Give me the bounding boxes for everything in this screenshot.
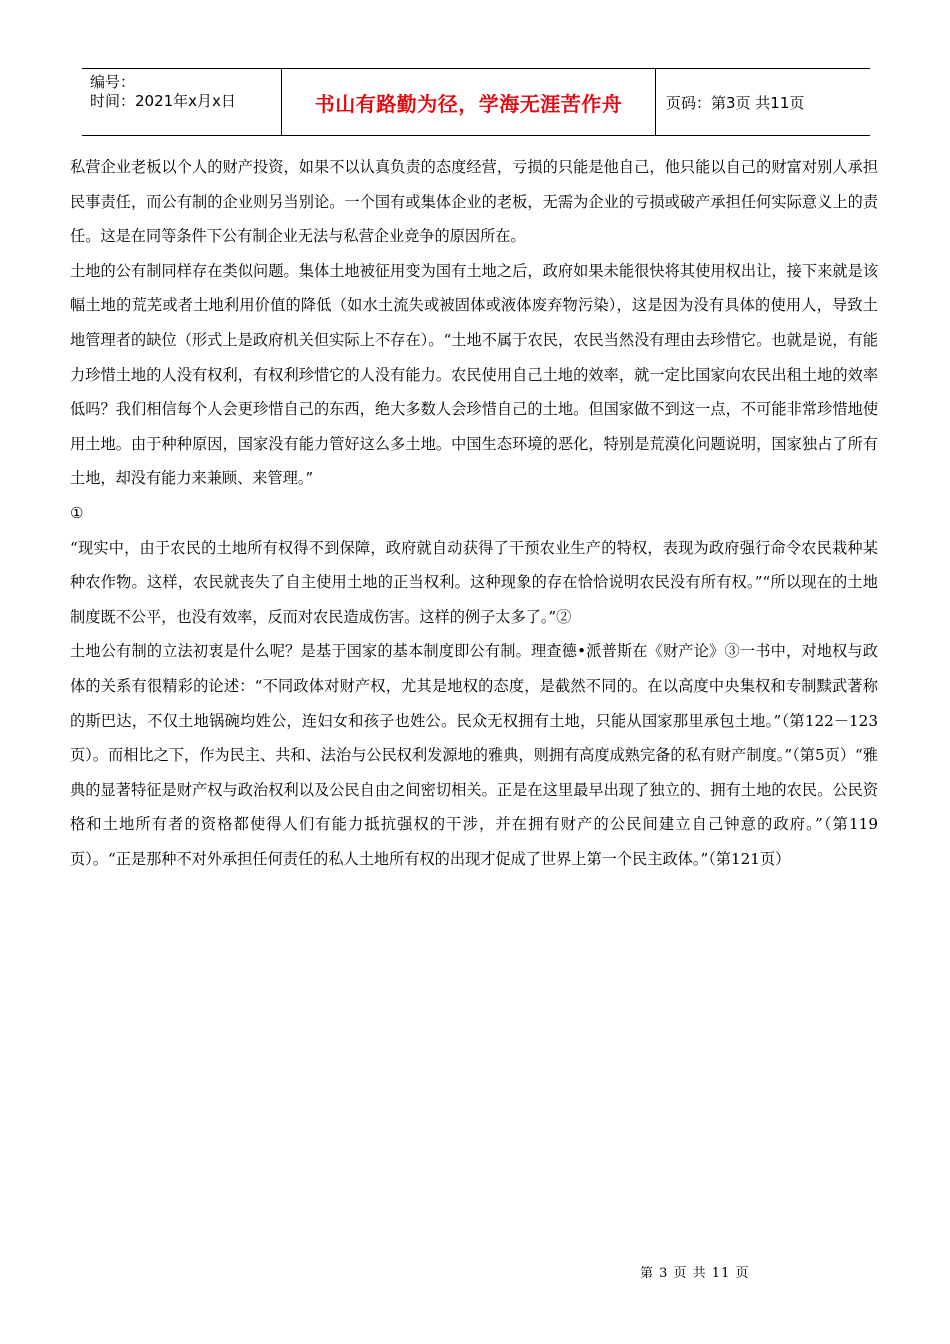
- code-label: 编号：: [90, 73, 136, 91]
- paragraph-1: 私营企业老板以个人的财产投资，如果不以认真负责的态度经营，亏损的只能是他自己，他只能以自己的财富对别人承担民事责任，而公有制的企业则另当别论。一个国有或集体企业的老板，无需为企业的亏损或破产承担任何实际意义上的责任。这是在同等条件下公有制企业无法与私营企业竞争的原因所在。: [70, 158, 878, 246]
- paragraph-4: 土地公有制的立法初衷是什么呢？是基于国家的基本制度即公有制。理查德•派普斯在《财产论》③一书中，对地权与政体的关系有很精彩的论述：“不同政体对财产权，尤其是地权的态度，是截然不同的。在以高度中央集权和专制黩武著称的斯巴达，不仅土地锅碗均姓公，连妇女和孩子也姓公。民众无权拥有土地，只能从国家那里承包土地。”（第122－123页）。而相比之下，作为民主、共和、法治与公民权利发源地的雅典，则拥有高度成熟完备的私有财产制度。”（第5页）“雅典的显著特征是财产权与政治权利以及公民自由之间密切相关。正是在这里最早出现了独立的、拥有土地的农民。公民资格和土地所有者的资格都使得人们有能力抵抗强权的干涉，并在拥有财产的公民间建立自己钟意的政府。”（第119页）。“正是那种不对外承担任何责任的私人土地所有权的出现才促成了世界上第一个民主政体。”（第121页）: [70, 642, 878, 868]
- paragraph-2: 土地的公有制同样存在类似问题。集体土地被征用变为国有土地之后，政府如果未能很快将其使用权出让，接下来就是该幅土地的荒芜或者土地利用价值的降低（如水土流失或被固体或液体废弃物污染），这是因为没有具体的使用人，导致土地管理者的缺位（形式上是政府机关但实际上不存在）。“土地不属于农民，农民当然没有理由去珍惜它。也就是说，有能力珍惜土地的人没有权利，有权利珍惜它的人没有能力。农民使用自己土地的效率，就一定比国家向农民出租土地的效率低吗？我们相信每个人会更珍惜自己的东西，绝大多数人会珍惜自己的土地。但国家做不到这一点，不可能非常珍惜地使用土地。由于种种原因，国家没有能力管好这么多土地。中国生态环境的恶化，特别是荒漠化问题说明，国家独占了所有土地，却没有能力来兼顾、来管理。”: [70, 261, 878, 488]
- date-line: 时间：2021年x月x日: [90, 92, 236, 110]
- page-header: [82, 68, 870, 136]
- header-meta-cell: [82, 69, 282, 135]
- footnote-marker-1: ①: [70, 503, 84, 522]
- page-footer: 第 3 页 共 11 页: [640, 1266, 750, 1281]
- document-body: [70, 150, 878, 876]
- header-page-info: 页码：第3页 共11页: [666, 93, 805, 112]
- header-motto: 书山有路勤为径，学海无涯苦作舟: [282, 69, 656, 135]
- paragraph-3: “现实中，由于农民的土地所有权得不到保障，政府就自动获得了干预农业生产的特权，表现为政府强行命令农民栽种某种农作物。这样，农民就丧失了自主使用土地的正当权利。这种现象的存在恰恰说明农民没有所有权。”“所以现在的土地制度既不公平，也没有效率，反而对农民造成伤害。这样的例子太多了。”②: [70, 538, 878, 626]
